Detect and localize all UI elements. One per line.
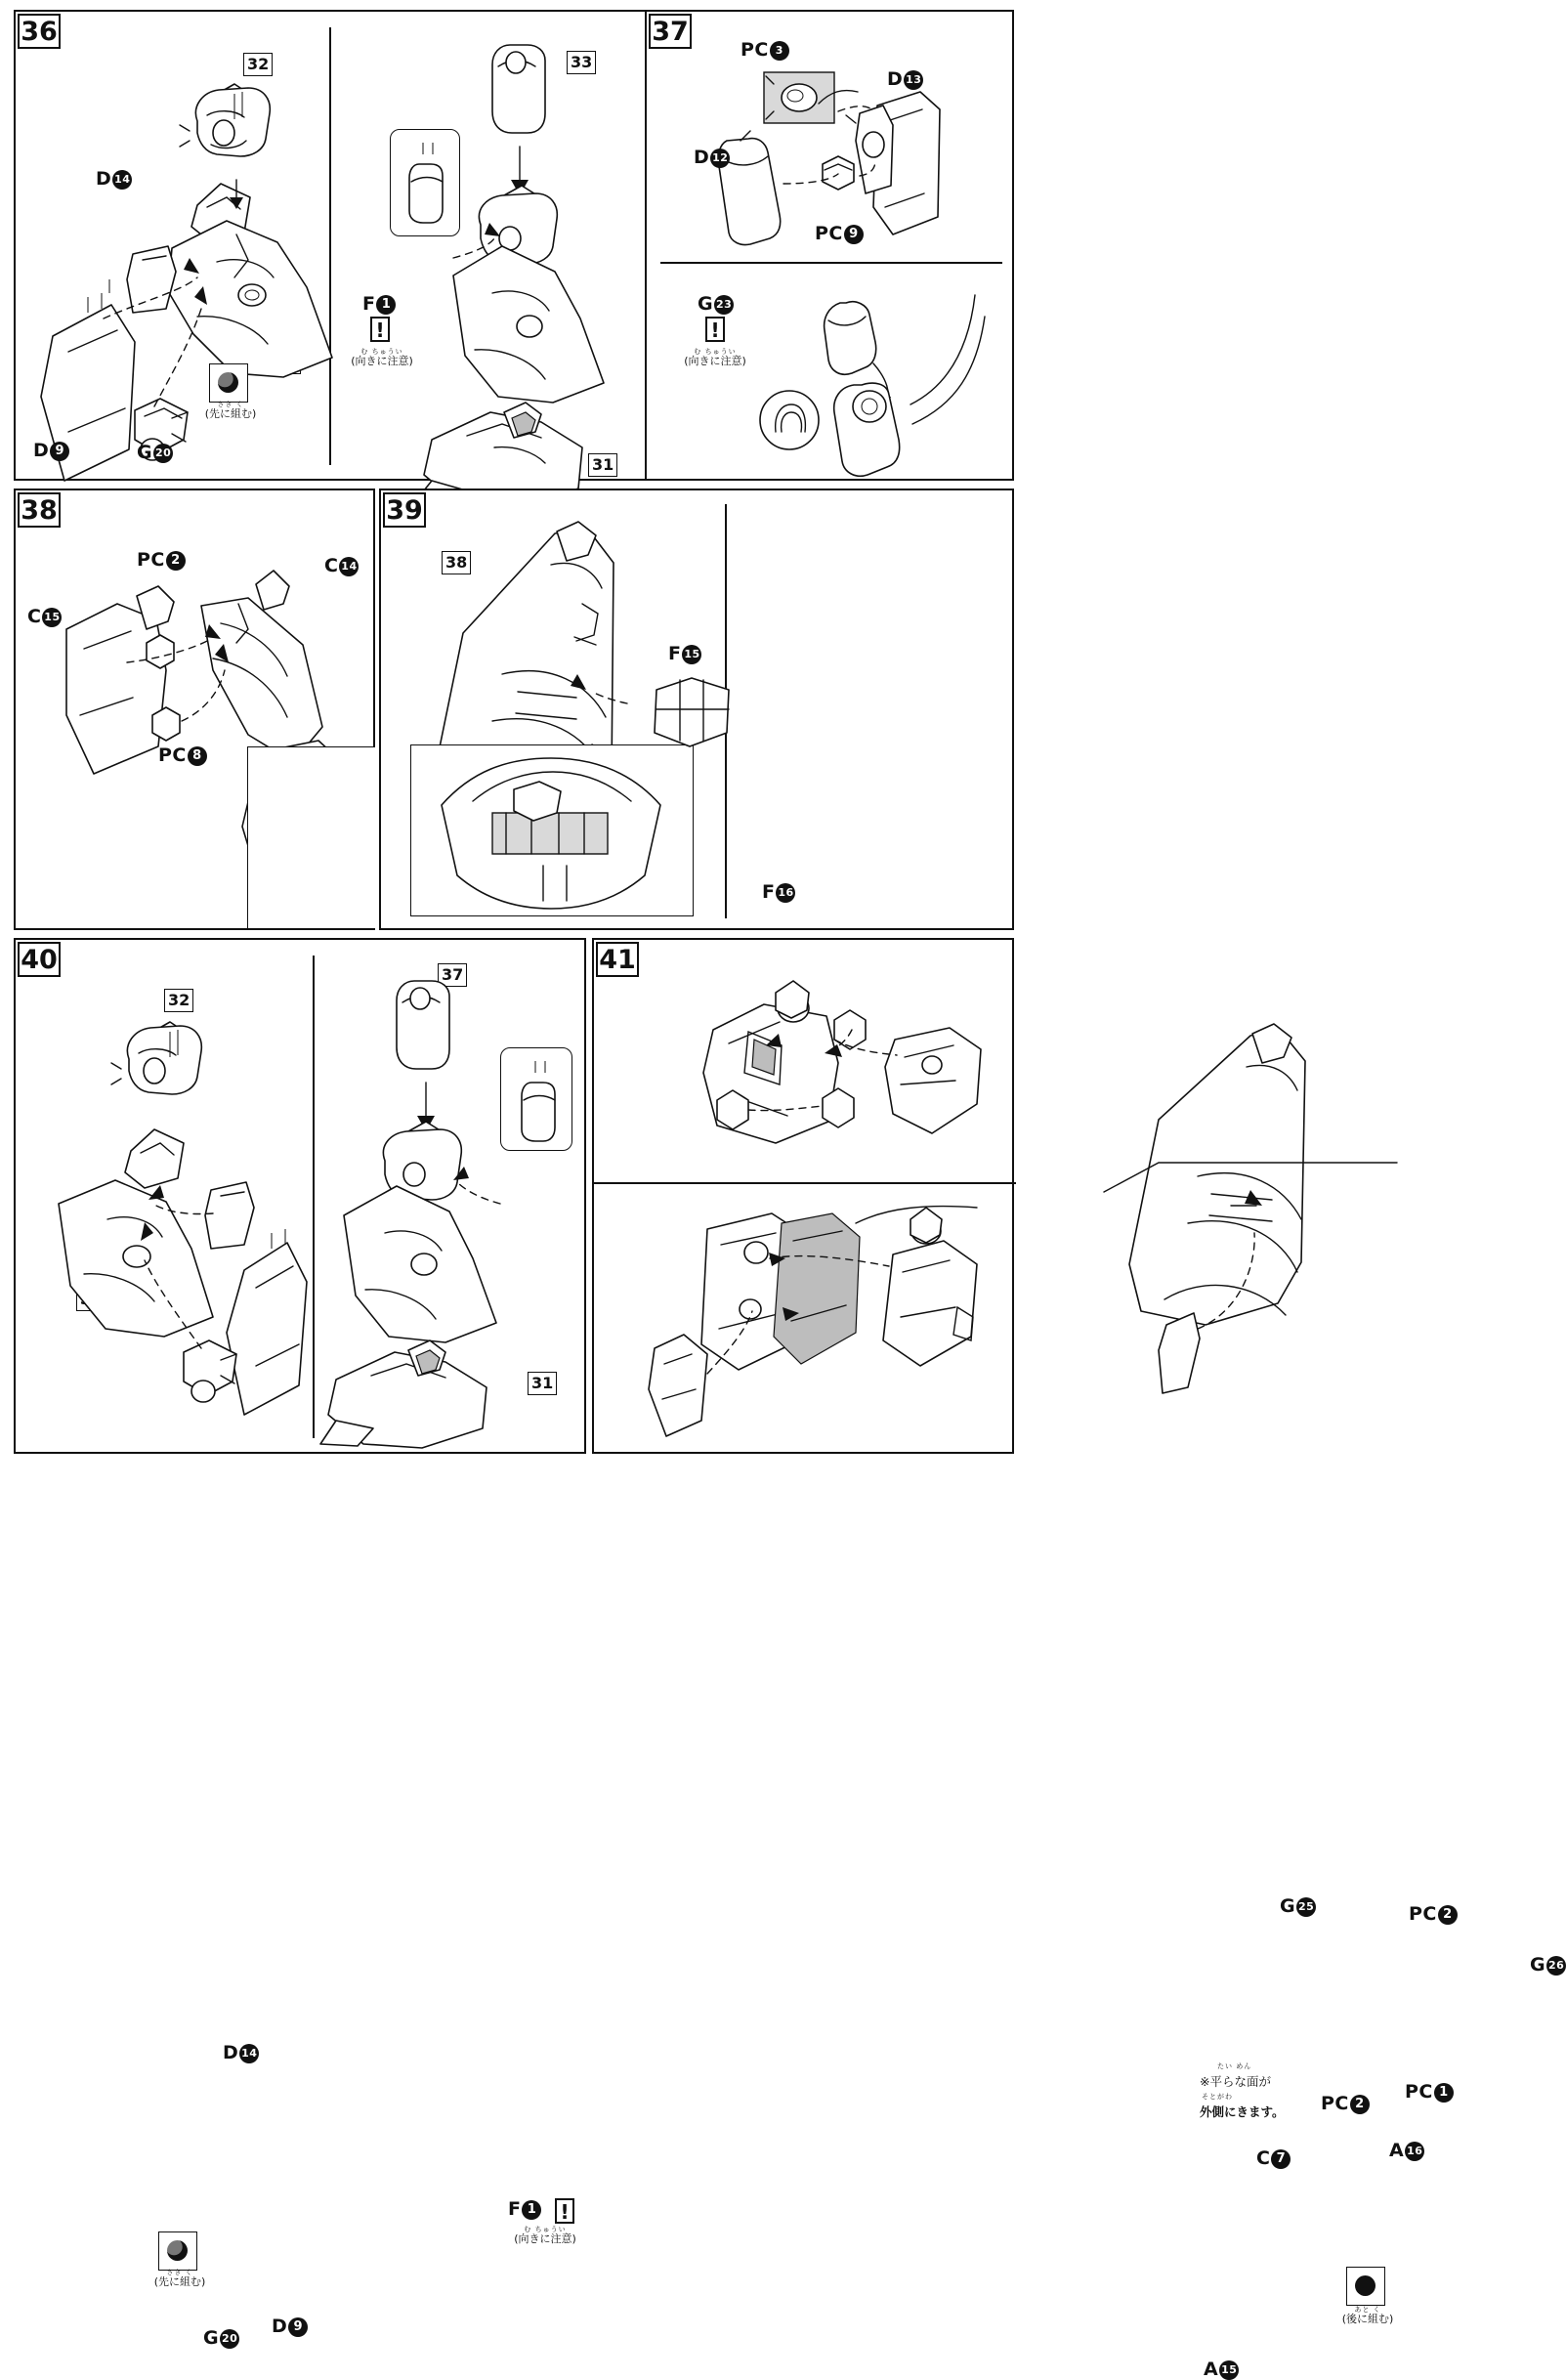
part-label-PC8-38: PC 8 <box>158 744 207 766</box>
note-assemble-later-text-41: あと く (後に組む) <box>1341 2306 1394 2326</box>
part-label-C14-38: C 14 <box>324 555 358 576</box>
part-label-D9: D 9 <box>33 440 69 461</box>
part-label-F15: F 15 <box>668 643 700 664</box>
part-label-A16: A 16 <box>1389 2140 1423 2161</box>
reference-box-32-in-40: 32 <box>164 989 193 1012</box>
panel-step-36 <box>14 10 649 481</box>
note-flat-side-outside: たい めん ※平らな面が そとがわ 外側にきます。 <box>1200 2062 1285 2120</box>
art-leg-frame-41 <box>614 1202 1004 1446</box>
reference-box-38-in-39: 38 <box>442 551 471 574</box>
reference-box-31: 31 <box>588 453 617 477</box>
part-label-G25: G 25 <box>1280 1895 1315 1917</box>
part-label-PC1: PC 1 <box>1405 2081 1454 2103</box>
part-label-PC2-38b: PC 2 <box>137 549 186 571</box>
part-label-C15-38: C 15 <box>27 606 61 627</box>
panel-divider-41 <box>594 1182 1016 1184</box>
part-label-PC2-41b: PC 2 <box>1321 2093 1370 2114</box>
note-assemble-first-text-36: さき く (先に組む) <box>204 401 257 421</box>
part-label-PC2-41a: PC 2 <box>1409 1903 1458 1925</box>
inset-detail-38 <box>247 746 375 928</box>
panel-step-40 <box>14 938 586 2349</box>
art-inset-mech-39 <box>424 756 680 909</box>
part-label-D9-40: D 9 <box>272 2316 308 2337</box>
art-inset-part-F1-40 <box>514 1057 567 1145</box>
part-label-G20: G 20 <box>137 442 172 463</box>
art-inset-part-F1 <box>402 139 454 229</box>
part-label-D14: D 14 <box>96 168 131 190</box>
panel-step-41 <box>592 938 1565 2380</box>
art-part-F15 <box>1026 1155 1027 1156</box>
step-number-39: 39 <box>383 492 426 528</box>
art-head-mount-40 <box>320 959 588 1419</box>
part-label-F1-36b: F 1 <box>362 293 396 315</box>
panel-divider-36 <box>329 27 331 465</box>
art-clamp-detail-37 <box>764 277 1002 473</box>
part-label-D14-40: D 14 <box>223 2042 258 2063</box>
part-label-PC3: PC 3 <box>741 39 789 61</box>
art-assembled-39 <box>1104 1018 1387 1409</box>
art-shoulder-assembly-40 <box>29 1008 313 1419</box>
note-orientation-36b: む ちゅうい (向きに注意) <box>351 348 413 368</box>
part-label-A15: A 15 <box>1204 2359 1238 2380</box>
panel-divider-40 <box>313 956 315 1438</box>
part-label-F16: F 16 <box>762 881 794 903</box>
note-assemble-first-icon-40 <box>158 2231 197 2271</box>
panel-step-38 <box>14 489 375 930</box>
reference-box-33: 33 <box>567 51 596 74</box>
part-label-C7: C 7 <box>1256 2147 1291 2169</box>
art-shoulder-assembly-36 <box>25 70 328 461</box>
note-orientation-37: む ちゅうい (向きに注意) <box>684 348 746 368</box>
panel-divider-37 <box>660 262 1002 264</box>
step-number-37: 37 <box>649 14 692 49</box>
warning-icon-36b: ! <box>370 317 390 342</box>
art-head-mount-36b <box>338 31 651 471</box>
part-label-G20-40: G 20 <box>203 2327 238 2349</box>
note-assemble-first-text-40: さき く (先に組む) <box>153 2269 206 2289</box>
warning-icon-37: ! <box>705 317 725 342</box>
part-label-G23: G 23 <box>698 293 733 315</box>
reference-box-31-in-40: 31 <box>528 1372 557 1395</box>
warning-icon-40: ! <box>555 2198 574 2224</box>
note-orientation-40: む ちゅうい (向きに注意) <box>514 2226 576 2246</box>
art-part-F15-shape <box>651 676 735 746</box>
panel-step-37 <box>645 10 1014 481</box>
art-divider-slant-39 <box>1104 1161 1397 1200</box>
art-hip-joint-41 <box>612 975 1002 1178</box>
part-label-F1-40: F 1 <box>508 2198 541 2220</box>
part-label-PC9: PC 9 <box>815 223 864 244</box>
part-label-D12: D 12 <box>694 147 729 168</box>
note-assemble-first-icon-36 <box>209 363 248 403</box>
reference-box-37-in-40: 37 <box>438 963 467 987</box>
step-number-38: 38 <box>18 492 61 528</box>
part-label-D13: D 13 <box>887 68 922 90</box>
reference-box-32: 32 <box>243 53 273 76</box>
step-number-41: 41 <box>596 942 639 977</box>
step-number-36: 36 <box>18 14 61 49</box>
step-number-40: 40 <box>18 942 61 977</box>
note-assemble-later-icon-41 <box>1346 2267 1385 2306</box>
part-label-G26: G 26 <box>1530 1954 1565 1976</box>
